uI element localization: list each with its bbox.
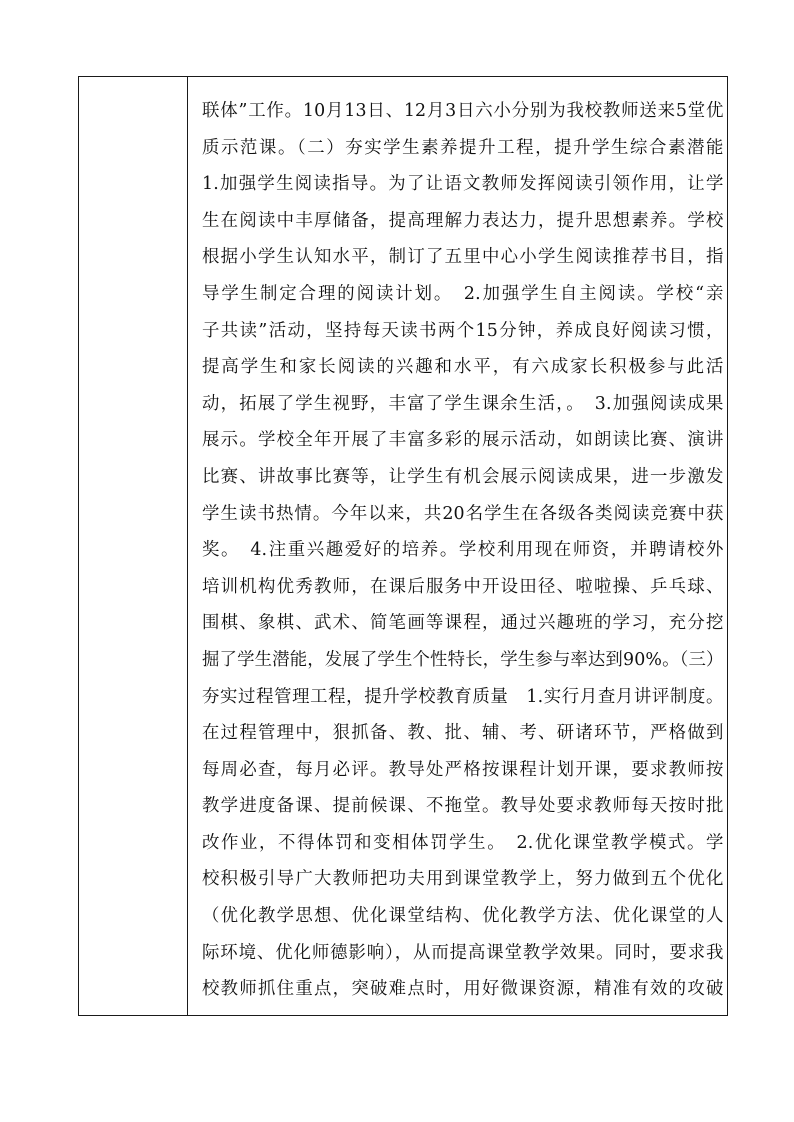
text-line: 教学进度备课、提前候课、不拖堂。教导处要求教师每天按时批 — [202, 796, 724, 817]
content-table — [78, 76, 728, 1016]
text-line: 动，拓展了学生视野，丰富了学生课余生活，。 3.加强阅读成果 — [202, 393, 724, 414]
text-line: 根据小学生认知水平，制订了五里中心小学生阅读推荐书目，指 — [202, 247, 724, 268]
text-line: 掘了学生潜能，发展了学生个性特长，学生参与率达到90%。（三） — [202, 649, 724, 670]
text-line: 生在阅读中丰厚储备，提高理解力表达力，提升思想素养。学校 — [202, 210, 724, 231]
text-line: （优化教学思想、优化课堂结构、优化教学方法、优化课堂的人 — [202, 906, 724, 927]
text-line: 培训机构优秀教师，在课后服务中开设田径、啦啦操、乒乓球、 — [202, 576, 724, 597]
text-line: 导学生制定合理的阅读计划。 2.加强学生自主阅读。学校“亲 — [202, 283, 724, 304]
text-line: 提高学生和家长阅读的兴趣和水平，有六成家长积极参与此活 — [202, 357, 724, 378]
text-line: 际环境、优化师德影响），从而提高课堂教学效果。同时，要求我 — [202, 942, 724, 963]
text-line: 联体”工作。10月13日、12月3日六小分别为我校教师送来5堂优 — [202, 101, 724, 121]
text-line: 在过程管理中，狠抓备、教、批、辅、考、研诸环节，严格做到 — [202, 723, 724, 744]
table-label-cell — [79, 77, 188, 1015]
text-line: 围棋、象棋、武术、简笔画等课程，通过兴趣班的学习，充分挖 — [202, 613, 724, 634]
text-line: 奖。 4.注重兴趣爱好的培养。学校利用现在师资，并聘请校外 — [202, 540, 724, 561]
table-body-cell — [188, 77, 737, 1015]
text-line: 夯实过程管理工程，提升学校教育质量 1.实行月查月讲评制度。 — [202, 686, 724, 707]
text-line: 校教师抓住重点，突破难点时，用好微课资源，精准有效的攻破 — [202, 979, 724, 1000]
text-line: 1.加强学生阅读指导。为了让语文教师发挥阅读引领作用，让学 — [202, 174, 724, 195]
text-line: 改作业，不得体罚和变相体罚学生。 2.优化课堂教学模式。学 — [202, 832, 724, 853]
text-line: 质示范课。（二）夯实学生素养提升工程，提升学生综合素潜能 — [202, 137, 724, 158]
text-line: 校积极引导广大教师把功夫用到课堂教学上，努力做到五个优化 — [202, 869, 724, 890]
text-line: 学生读书热情。今年以来，共20名学生在各级各类阅读竞赛中获 — [202, 503, 724, 524]
text-line: 每周必查，每月必评。教导处严格按课程计划开课，要求教师按 — [202, 759, 724, 780]
text-line: 比赛、讲故事比赛等，让学生有机会展示阅读成果，进一步激发 — [202, 466, 724, 487]
text-line: 展示。学校全年开展了丰富多彩的展示活动，如朗读比赛、演讲 — [202, 430, 724, 451]
text-line: 子共读”活动，坚持每天读书两个15分钟，养成良好阅读习惯， — [202, 320, 724, 341]
